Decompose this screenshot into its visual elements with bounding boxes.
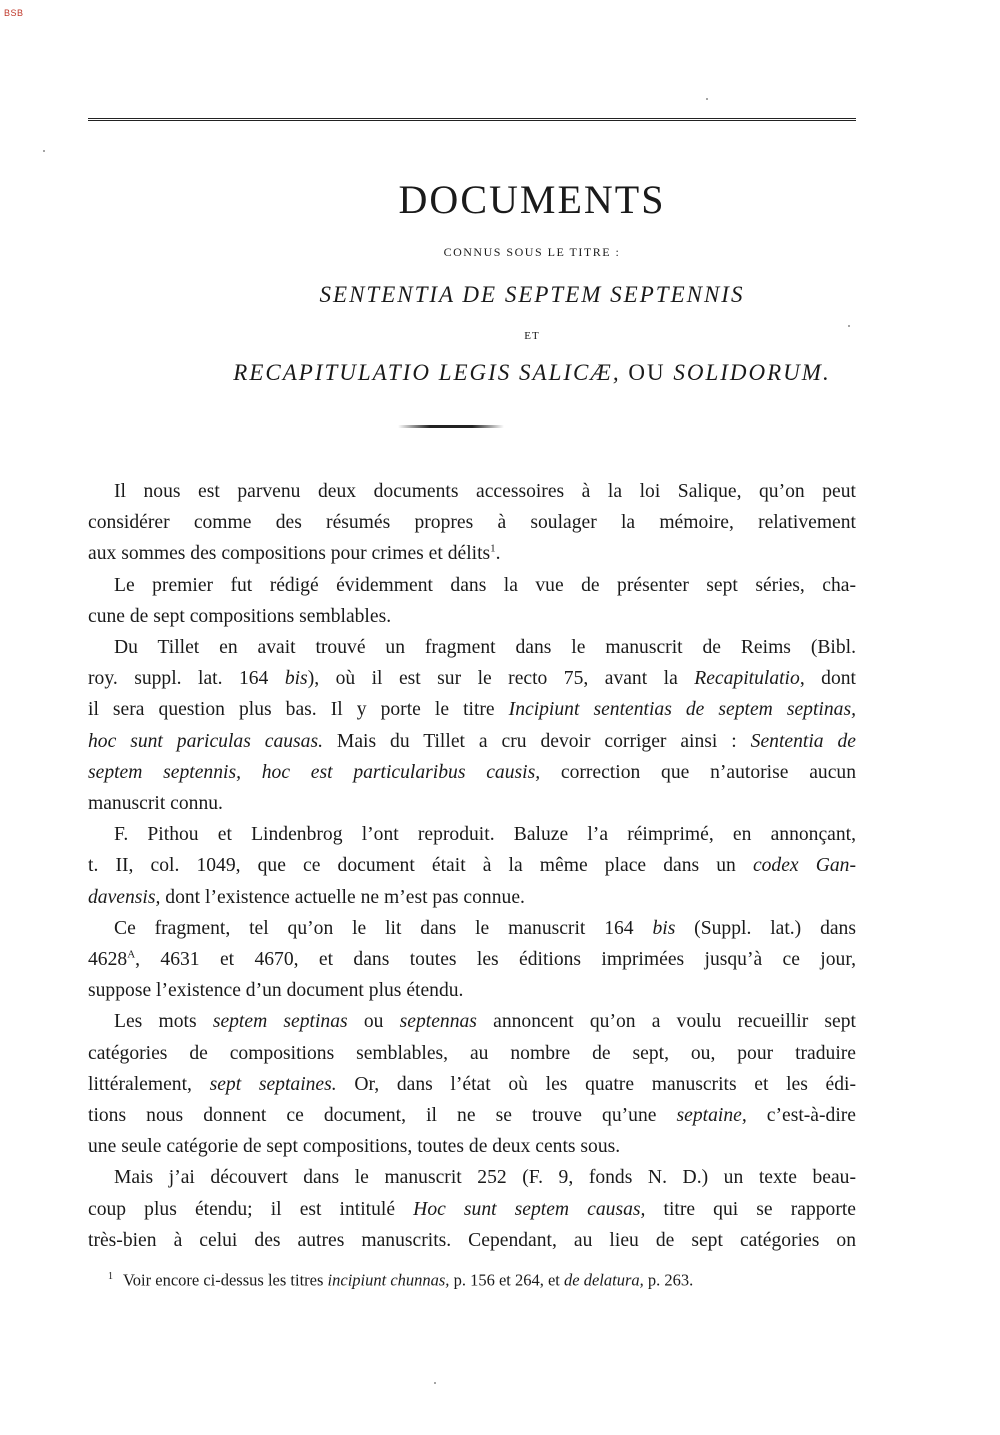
text-span: Hoc sunt septem causas, [413, 1198, 646, 1220]
scan-speck [43, 150, 45, 152]
footnote-mark: 1 [108, 1271, 113, 1282]
text-span: septem septennis, hoc est particularibus causis, [88, 761, 541, 783]
text-span: t. II, col. 1049, que ce document était à la même place dans un [88, 855, 753, 877]
text-span: codex Gan- [752, 855, 856, 877]
text-span: titre qui se rapporte [645, 1198, 856, 1220]
text-span: septaine, [676, 1105, 747, 1127]
section-divider [398, 425, 504, 428]
text-span: (Suppl. lat.) dans [675, 917, 856, 939]
text-line [88, 944, 856, 975]
text-span: tions nous donnent ce document, il ne se trouve qu’une [88, 1105, 677, 1127]
body-text [88, 476, 856, 1256]
text-line [88, 1069, 856, 1100]
text-line: Il nous est parvenu deux documents accessoires à la loi Salique, qu’on peut [114, 481, 856, 502]
text-span: septem septinas [212, 1011, 348, 1033]
text-line [88, 538, 856, 569]
text-span: il sera question plus bas. Il y porte le titre [88, 699, 509, 721]
text-line [88, 1194, 856, 1225]
text-line [88, 757, 856, 788]
header-rule [88, 118, 856, 123]
text-span: c’est-à-dire [746, 1105, 856, 1127]
text-span: littéralement, [88, 1073, 210, 1095]
text-span: dont l’existence actuelle ne m’est pas connue. [160, 886, 525, 908]
text-span: sept septaines. [209, 1073, 337, 1095]
text-span: Incipiunt sententias de septem septinas, [508, 699, 856, 721]
text-span: Les mots [114, 1011, 213, 1033]
subtitle-line-2-italic: RECAPITULATIO LEGIS SALICÆ, [233, 360, 621, 385]
text-span: p. 156 et 264, et [449, 1270, 565, 1290]
text-span: incipiunt chunnas, [327, 1270, 450, 1290]
text-span: roy. suppl. lat. 164 [88, 668, 285, 690]
text-line [88, 1100, 856, 1131]
page-title: DOCUMENTS [398, 177, 666, 222]
text-line: Du Tillet en avait trouvé un fragment dans le manuscrit de Reims (Bibl. [114, 637, 856, 659]
text-span: bis [284, 668, 308, 690]
subtitle-line-2 [0, 360, 1000, 386]
subtitle-line-2-italic-end: SOLIDORUM. [673, 360, 831, 385]
footnote [88, 1265, 856, 1293]
text-span: p. 263. [643, 1270, 694, 1290]
text-line: très-bien à celui des autres manuscrits. Cependant, au lieu de sept catégories on [88, 1229, 856, 1251]
text-line [88, 850, 856, 881]
subtitle-line-1: SENTENTIA DE SEPTEM SEPTENNIS [319, 282, 745, 307]
text-span: Ce fragment, tel qu’on le lit dans le manuscrit 164 [114, 917, 653, 939]
text-line: Le premier fut rédigé évidemment dans la vue de présenter sept séries, cha- [114, 574, 856, 596]
text-line: suppose l’existence d’un document plus étendu. [88, 980, 464, 1002]
text-span: , dont [799, 668, 857, 690]
scan-speck [434, 1382, 436, 1384]
text-line: cune de sept compositions semblables. [88, 605, 392, 627]
subtitle-intro: CONNUS SOUS LE TITRE : [443, 245, 621, 259]
text-line: considérer comme des résumés propres à soulager la mémoire, relativement [88, 512, 856, 534]
text-line [88, 1006, 856, 1037]
text-span: aux sommes des compositions pour crimes et délits [88, 543, 491, 565]
text-span: Sententia de [750, 730, 857, 752]
text-line: F. Pithou et Lindenbrog l’ont reproduit. Baluze l’a réimprimé, en annonçant, [114, 824, 856, 846]
text-span: Or, dans l’état où les quatre manuscrits et les édi- [336, 1073, 857, 1095]
text-line [88, 726, 856, 757]
text-line: une seule catégorie de sept compositions, toutes de deux cents sous. [88, 1136, 621, 1158]
text-line [88, 913, 856, 944]
library-stamp: BSB [4, 8, 24, 18]
text-span: correction que n’autorise aucun [540, 761, 856, 783]
text-span: septennas [399, 1011, 477, 1033]
text-line [88, 694, 856, 725]
scan-speck [848, 325, 850, 327]
text-span: 4628 [88, 949, 128, 971]
superscript: A [127, 948, 136, 961]
text-span: coup plus étendu; il est intitulé [88, 1198, 414, 1220]
text-line: manuscrit connu. [88, 793, 223, 815]
text-span: ou [347, 1011, 400, 1033]
text-span: Mais du Tillet a cru devoir corriger ainsi : [323, 730, 751, 752]
text-span: Recapitulatio [694, 668, 800, 690]
text-line: catégories de compositions semblables, au nombre de sept, ou, pour traduire [88, 1042, 856, 1064]
text-span: annoncent qu’on a voulu recueillir sept [476, 1011, 856, 1033]
text-span: Voir encore ci-dessus les titres [123, 1270, 328, 1290]
subtitle-line-2-roman: OU [620, 360, 674, 385]
scan-speck [706, 98, 708, 100]
text-span: . [495, 543, 501, 565]
text-span: bis [652, 917, 676, 939]
text-line [88, 663, 856, 694]
text-line [88, 882, 856, 913]
footnote-ref: 1 [490, 542, 496, 555]
text-line: Mais j’ai découvert dans le manuscrit 252 (F. 9, fonds N. D.) un texte beau- [114, 1167, 856, 1189]
text-span: ), où il est sur le recto 75, avant la [307, 668, 695, 690]
text-span: de delatura, [564, 1270, 644, 1290]
subtitle-et: ET [524, 330, 540, 342]
text-span: davensis, [88, 886, 161, 908]
text-span: , 4631 et 4670, et dans toutes les éditions imprimées jusqu’à ce jour, [135, 949, 856, 971]
text-span: hoc sunt pariculas causas. [88, 730, 323, 752]
